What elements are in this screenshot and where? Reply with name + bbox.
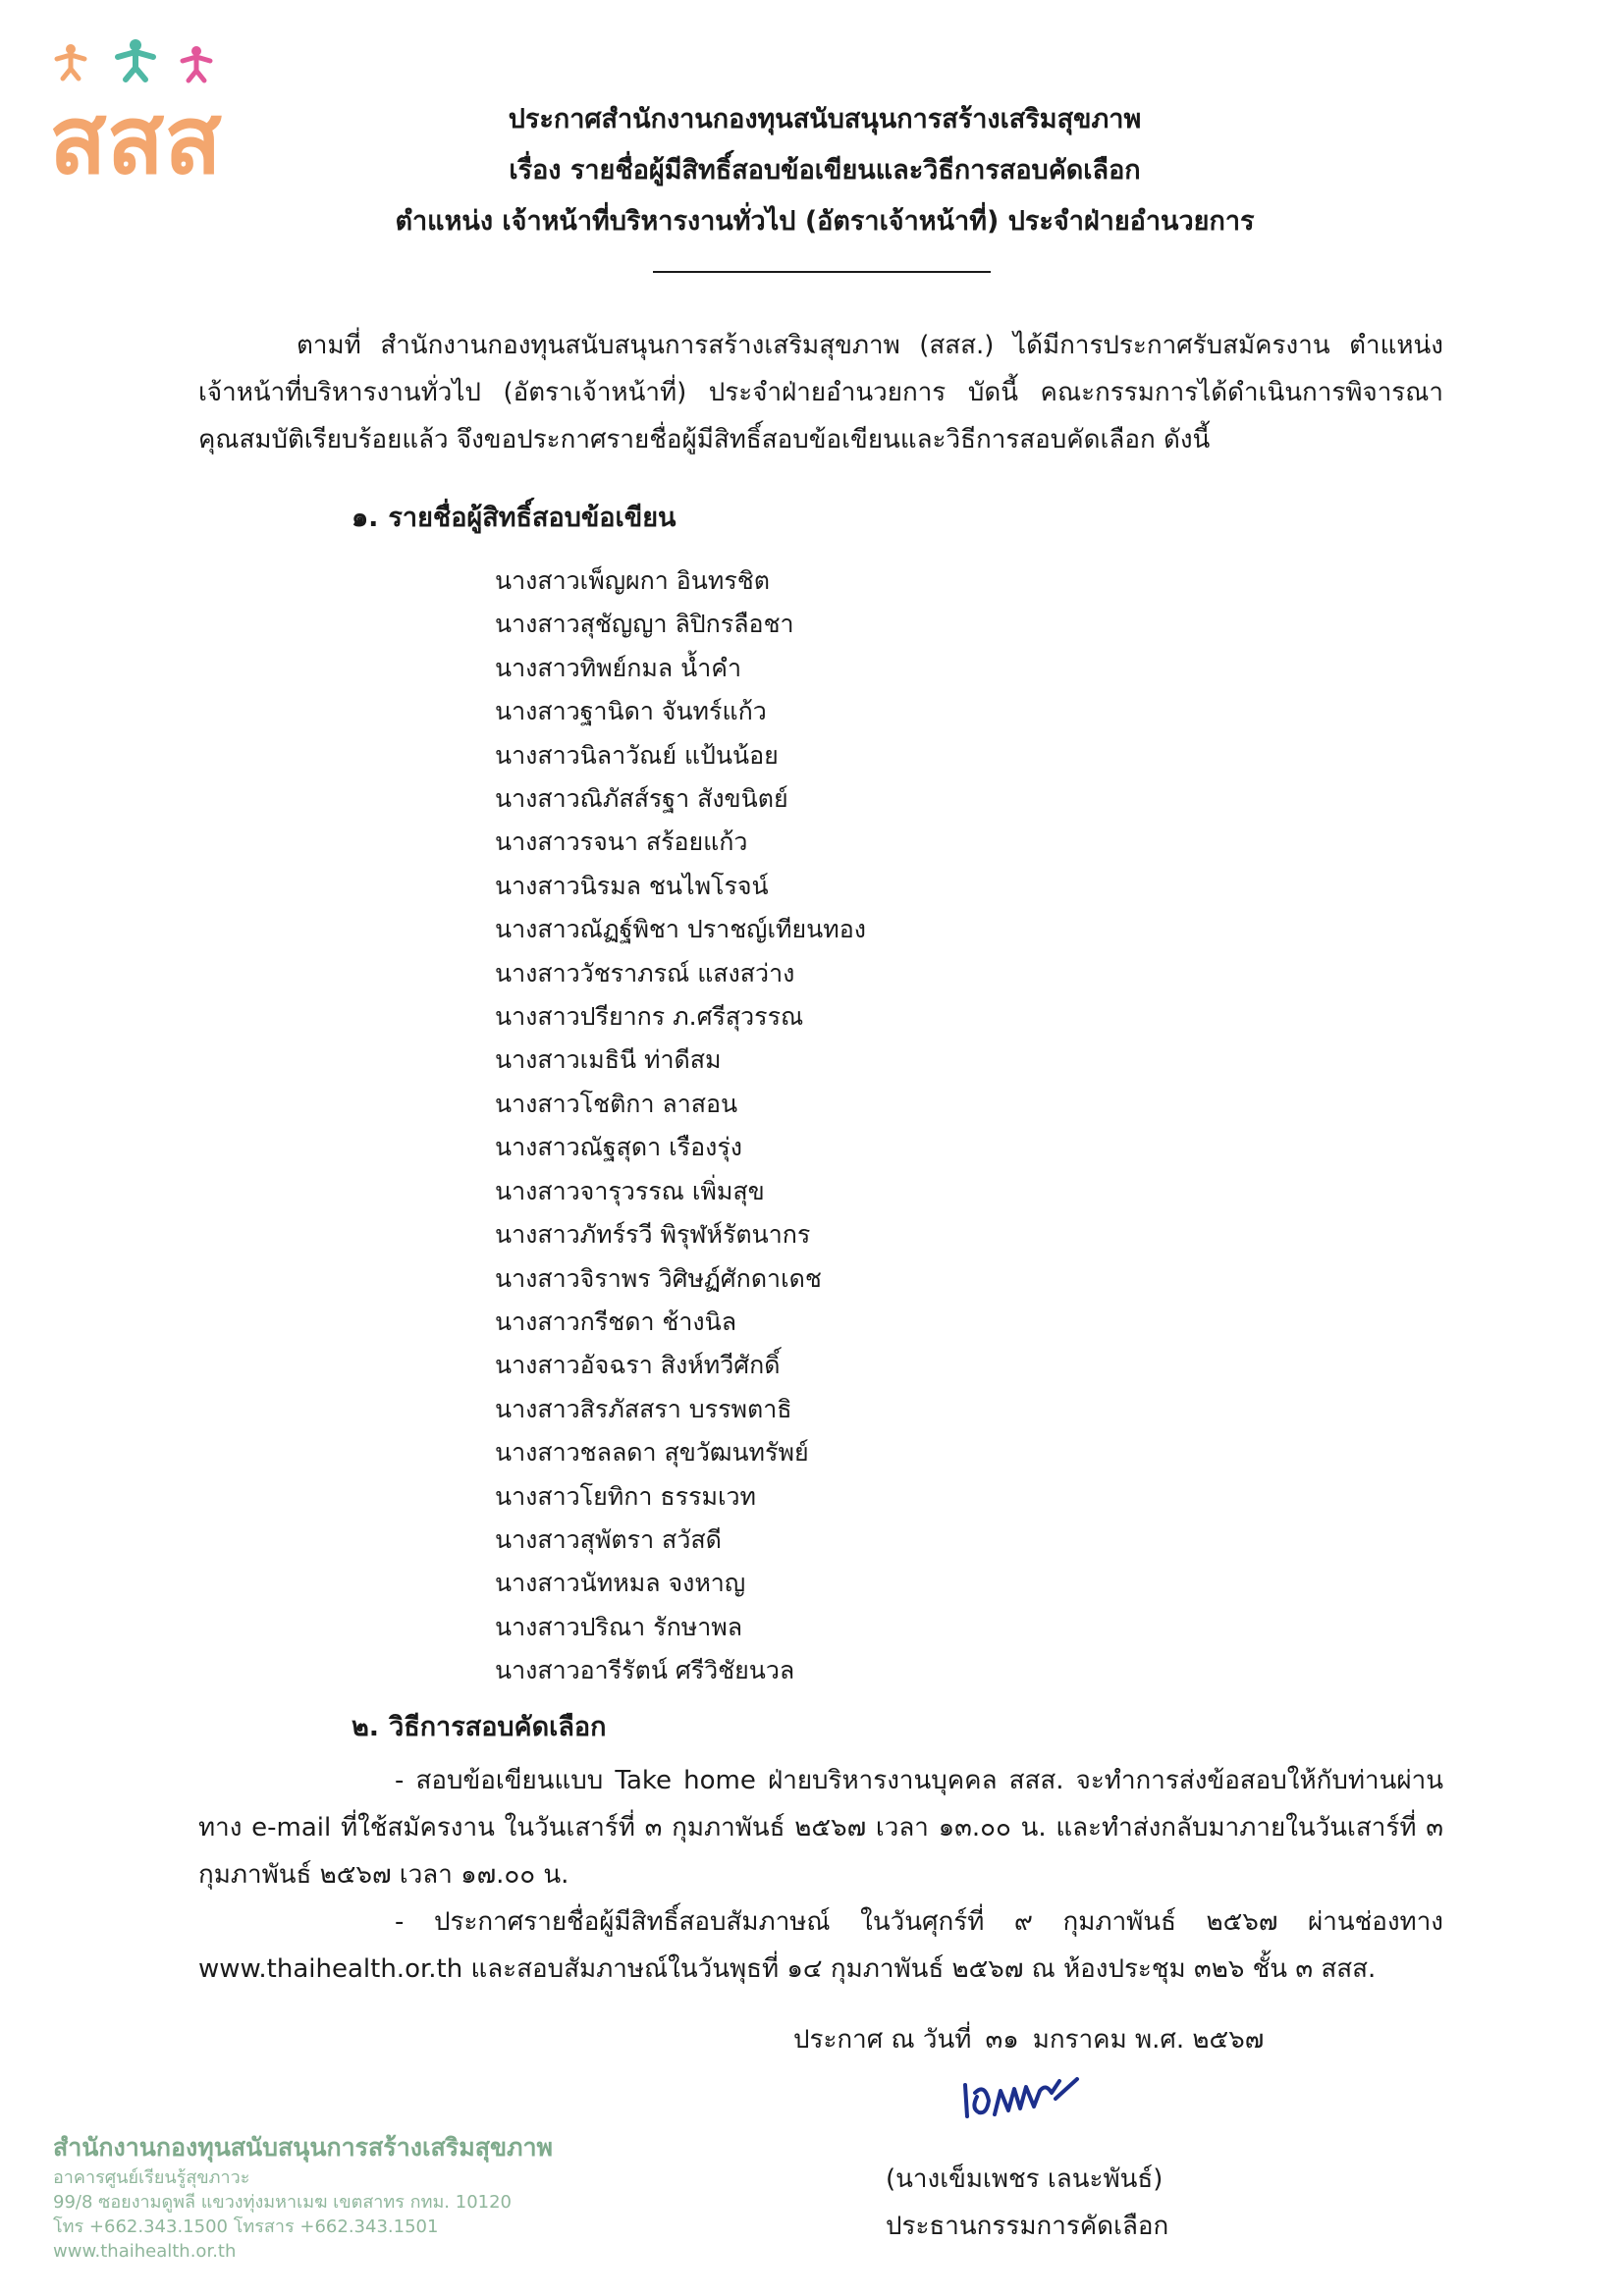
candidate-name: นางสาวจิราพร วิศิษฏ์ศักดาเดช (495, 1263, 822, 1293)
announce-day: ๓๑ (985, 2025, 1019, 2055)
footer-address-block (53, 2130, 553, 2264)
section-1-number: ๑. (352, 503, 379, 533)
announce-prefix: ประกาศ ณ วันที่ (793, 2025, 972, 2055)
candidate-name: นางสาวณัฐสุดา เรืองรุ่ง (495, 1133, 742, 1162)
header-line-2: เรื่อง รายชื่อผู้มีสิทธิ์สอบข้อเขียนและวิธีการสอบคัดเลือก (509, 155, 1141, 186)
signature (957, 2073, 1085, 2122)
candidate-name: นางสาวทิพย์กมล น้ำคำ (495, 653, 742, 682)
candidate-name: นางสาวนิรมล ชนไพโรจน์ (495, 871, 769, 900)
header-divider (653, 271, 991, 273)
logo-figures (57, 39, 210, 80)
candidate-name: นางสาวสุพัตรา สวัสดี (495, 1524, 722, 1554)
candidate-name: นางสาวสุชัญญา ลิปิกรลือชา (495, 610, 794, 639)
footer-org-name: สำนักงานกองทุนสนับสนุนการสร้างเสริมสุขภาพ (53, 2133, 554, 2162)
signer-name: (นางเข็มเพชร เลนะพันธ์) (886, 2164, 1164, 2194)
header-line-1: ประกาศสำนักงานกองทุนสนับสนุนการสร้างเสริมสุขภาพ (508, 104, 1142, 134)
candidate-name: นางสาวณิภัสส์รฐา สังขนิตย์ (495, 784, 788, 814)
section-2-heading (352, 1706, 606, 1749)
candidate-name: นางสาวฐานิดา จันทร์แก้ว (495, 697, 767, 726)
intro-paragraph: ตามที่ สำนักงานกองทุนสนับสนุนการสร้างเสริมสุขภาพ (สสส.) ได้มีการประกาศรับสมัครงาน ตำแหน่ง เจ้าหน้าที่บริหารงานทั่วไป (อัตราเจ้าหน้าที่) ประจำฝ่ายอำนวยการ บัดนี้ คณะกรรมการได้ดำเนินการพิจารณาคุณสมบัติเรียบร้อยแล้ว จึงขอประกาศรายชื่อผู้มีสิทธิ์สอบข้อเขียนและวิธีการสอบคัดเลือก ดังนี้ (198, 331, 1443, 454)
announcement-date (793, 2020, 1277, 2059)
section-2-number: ๒. (352, 1712, 380, 1742)
thaihealth-logo (49, 35, 275, 183)
exam-method-paragraph-1: - สอบข้อเขียนแบบ Take home ฝ่ายบริหารงานบุคคล สสส. จะทำการส่งข้อสอบให้กับท่านผ่านทาง e-mail ที่ใช้สมัครงาน ในวันเสาร์ที่ ๓ กุมภาพันธ์ ๒๕๖๗ เวลา ๑๓.๐๐ น. และทำส่งกลับมาภายในวันเสาร์ที่ ๓ กุมภาพันธ์ ๒๕๖๗ เวลา ๑๗.๐๐ น. (198, 1766, 1443, 1890)
exam-method-paragraph-2: - ประกาศรายชื่อผู้มีสิทธิ์สอบสัมภาษณ์ ในวันศุกร์ที่ ๙ กุมภาพันธ์ ๒๕๖๗ ผ่านช่องทาง www.thaihealth.or.th และสอบสัมภาษณ์ในวันพุธที่ ๑๔ กุมภาพันธ์ ๒๕๖๗ ณ ห้องประชุม ๓๒๖ ชั้น ๓ สสส. (198, 1907, 1443, 1984)
candidate-name: นางสาวสิรภัสสรา บรรพตาธิ (495, 1394, 792, 1423)
candidate-name: นางสาวจารุวรรณ เพิ่มสุข (495, 1176, 765, 1205)
header-line-3: ตำแหน่ง เจ้าหน้าที่บริหารงานทั่วไป (อัตราเจ้าหน้าที่) ประจำฝ่ายอำนวยการ (395, 206, 1255, 237)
candidate-name: นางสาววัชราภรณ์ แสงสว่าง (495, 958, 795, 988)
section-2-title: วิธีการสอบคัดเลือก (389, 1712, 607, 1742)
section-1-title: รายชื่อผู้สิทธิ์สอบข้อเขียน (388, 503, 677, 533)
candidate-name: นางสาวรจนา สร้อยแก้ว (495, 828, 748, 857)
candidate-name: นางสาวณัฏฐ์พิชา ปราชญ์เทียนทอง (495, 915, 866, 944)
signer-title: ประธานกรรมการคัดเลือก (886, 2212, 1169, 2241)
candidate-name: นางสาวเมธินี ท่าดีสม (495, 1045, 722, 1075)
announce-month-year: มกราคม พ.ศ. ๒๕๖๗ (1032, 2025, 1265, 2055)
candidate-name: นางสาวโยทิกา ธรรมเวท (495, 1481, 757, 1511)
candidate-list (495, 560, 866, 1693)
candidate-name: นางสาวโชติกา ลาสอน (495, 1089, 738, 1118)
footer-address: 99/8 ซอยงามดูพลี แขวงทุ่งมหาเมฆ เขตสาทร กทม. 10120 (53, 2192, 513, 2213)
document-header (324, 94, 1326, 247)
signature-scribble (957, 2073, 1085, 2122)
candidate-name: นางสาวภัทร์รวี พิรุฬห์รัตนากร (495, 1220, 811, 1250)
candidate-name: นางสาวเพ็ญผกา อินทรชิต (495, 566, 770, 595)
footer-website: www.thaihealth.or.th (53, 2241, 237, 2262)
logo-graphic (49, 35, 275, 183)
footer-phone: โทร +662.343.1500 โทรสาร +662.343.1501 (53, 2216, 439, 2237)
candidate-name: นางสาวอัจฉรา สิงห์ทวีศักดิ์ (495, 1351, 781, 1380)
candidate-name: นางสาวอารีรัตน์ ศรีวิชัยนวล (495, 1656, 795, 1685)
signer-block (886, 2156, 1168, 2250)
candidate-name: นางสาวชลลดา สุขวัฒนทรัพย์ (495, 1438, 809, 1468)
candidate-name: นางสาวนัทหมล จงหาญ (495, 1569, 746, 1598)
candidate-name: นางสาวนิลาวัณย์ แป้นน้อย (495, 740, 779, 770)
candidate-name: นางสาวปริณา รักษาพล (495, 1612, 743, 1641)
logo-text: สสส (49, 85, 222, 183)
candidate-name: นางสาวกรีชดา ช้างนิล (495, 1307, 737, 1336)
footer-building: อาคารศูนย์เรียนรู้สุขภาวะ (53, 2167, 250, 2188)
section-1-heading (352, 497, 676, 540)
candidate-name: นางสาวปรียากร ภ.ศรีสุวรรณ (495, 1002, 804, 1032)
